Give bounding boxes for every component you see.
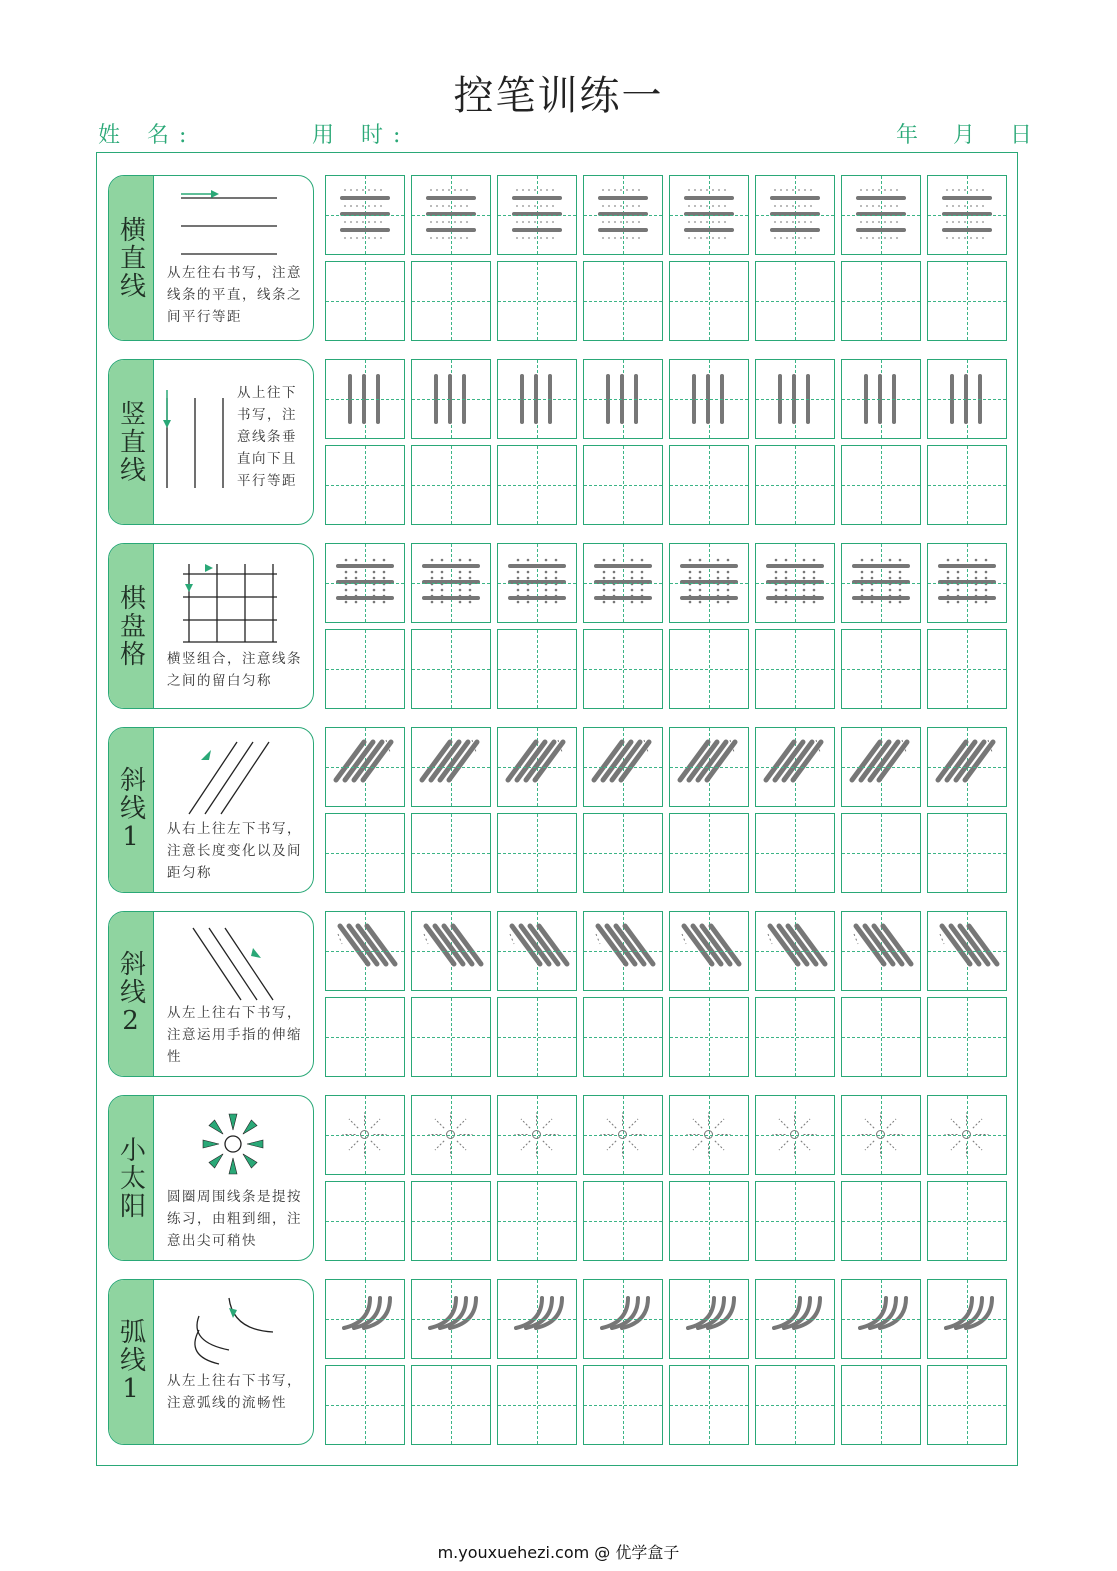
- row-title-tab: [109, 544, 154, 708]
- trace-pattern: [756, 544, 833, 621]
- trace-pattern: [498, 912, 575, 989]
- practice-cell[interactable]: [755, 261, 835, 341]
- trace-cell: [669, 543, 749, 623]
- row-instruction: 从左上往右下书写，注意弧线的流畅性: [167, 1373, 302, 1411]
- practice-cell[interactable]: [497, 997, 577, 1077]
- row-title-tab: [109, 1280, 154, 1444]
- trace-cell: [497, 359, 577, 439]
- trace-pattern: [412, 912, 489, 989]
- trace-pattern: [498, 728, 575, 805]
- practice-cell[interactable]: [325, 261, 405, 341]
- trace-pattern: [928, 912, 1005, 989]
- practice-cell[interactable]: [927, 1365, 1007, 1445]
- practice-cell[interactable]: [669, 629, 749, 709]
- trace-cell: [325, 543, 405, 623]
- trace-pattern: [412, 544, 489, 621]
- trace-pattern: [412, 1280, 489, 1357]
- trace-pattern: [670, 544, 747, 621]
- trace-cell: [927, 1095, 1007, 1175]
- trace-cell: [669, 911, 749, 991]
- trace-pattern: [326, 544, 403, 621]
- trace-cell: [583, 543, 663, 623]
- row-title: 斜线2: [115, 950, 146, 1038]
- row-title-tab: [109, 360, 154, 524]
- practice-cell[interactable]: [755, 1365, 835, 1445]
- trace-pattern: [326, 1096, 403, 1173]
- trace-pattern: [756, 176, 833, 253]
- practice-cell[interactable]: [927, 629, 1007, 709]
- trace-cell: [497, 727, 577, 807]
- date-label: 年 月 日: [896, 123, 1046, 148]
- trace-pattern: [326, 1280, 403, 1357]
- trace-cell: [755, 543, 835, 623]
- trace-cell: [497, 1095, 577, 1175]
- trace-cell: [669, 175, 749, 255]
- practice-cell[interactable]: [841, 1181, 921, 1261]
- practice-cell[interactable]: [325, 445, 405, 525]
- trace-pattern: [498, 1280, 575, 1357]
- trace-cell: [583, 1095, 663, 1175]
- practice-cell[interactable]: [411, 813, 491, 893]
- trace-pattern: [842, 176, 919, 253]
- trace-cell: [927, 543, 1007, 623]
- trace-cell: [411, 543, 491, 623]
- row-title-tab: [109, 728, 154, 892]
- row-title: 竖直线: [115, 400, 146, 484]
- row-instruction: 从左往右书写，注意线条的平直，线条之间平行等距: [167, 265, 302, 325]
- trace-cell: [669, 1095, 749, 1175]
- practice-cell[interactable]: [411, 1181, 491, 1261]
- trace-pattern: [842, 1280, 919, 1357]
- trace-pattern: [584, 544, 661, 621]
- practice-cell[interactable]: [927, 813, 1007, 893]
- trace-pattern: [928, 728, 1005, 805]
- trace-pattern: [326, 360, 403, 437]
- row-title-tab: [109, 176, 154, 340]
- practice-cell[interactable]: [583, 997, 663, 1077]
- trace-pattern: [756, 728, 833, 805]
- trace-cell: [841, 175, 921, 255]
- practice-cell[interactable]: [841, 261, 921, 341]
- trace-cell: [325, 359, 405, 439]
- row-instruction: 从右上往左下书写，注意长度变化以及间距匀称: [167, 821, 302, 881]
- practice-cell[interactable]: [669, 997, 749, 1077]
- trace-pattern: [584, 176, 661, 253]
- trace-pattern: [842, 912, 919, 989]
- practice-cell[interactable]: [325, 629, 405, 709]
- trace-pattern: [756, 1096, 833, 1173]
- trace-cell: [325, 727, 405, 807]
- trace-cell: [583, 727, 663, 807]
- practice-cell[interactable]: [755, 1181, 835, 1261]
- practice-cell[interactable]: [583, 445, 663, 525]
- trace-pattern: [412, 728, 489, 805]
- practice-cell[interactable]: [497, 261, 577, 341]
- trace-cell: [841, 543, 921, 623]
- row-title: 斜线1: [115, 766, 146, 854]
- trace-cell: [497, 1279, 577, 1359]
- row-instruction: 横竖组合，注意线条之间的留白匀称: [167, 651, 302, 689]
- practice-cell[interactable]: [497, 629, 577, 709]
- trace-pattern: [928, 544, 1005, 621]
- trace-cell: [755, 175, 835, 255]
- trace-pattern: [842, 728, 919, 805]
- trace-pattern: [842, 544, 919, 621]
- practice-cell[interactable]: [325, 1181, 405, 1261]
- trace-pattern: [498, 1096, 575, 1173]
- trace-cell: [325, 911, 405, 991]
- practice-cell[interactable]: [325, 997, 405, 1077]
- practice-cell[interactable]: [841, 445, 921, 525]
- trace-cell: [497, 911, 577, 991]
- practice-cell[interactable]: [841, 813, 921, 893]
- trace-cell: [927, 1279, 1007, 1359]
- trace-pattern: [584, 1280, 661, 1357]
- trace-pattern: [670, 912, 747, 989]
- trace-pattern: [584, 360, 661, 437]
- practice-cell[interactable]: [411, 261, 491, 341]
- trace-pattern: [412, 360, 489, 437]
- trace-cell: [583, 359, 663, 439]
- trace-cell: [841, 727, 921, 807]
- row-instruction: 从左上往右下书写，注意运用手指的伸缩性: [167, 1005, 302, 1065]
- practice-cell[interactable]: [497, 445, 577, 525]
- trace-cell: [411, 1095, 491, 1175]
- practice-cell[interactable]: [411, 997, 491, 1077]
- practice-cell[interactable]: [325, 813, 405, 893]
- trace-cell: [411, 359, 491, 439]
- trace-pattern: [842, 360, 919, 437]
- practice-cell[interactable]: [927, 445, 1007, 525]
- trace-cell: [411, 911, 491, 991]
- practice-cell[interactable]: [411, 1365, 491, 1445]
- trace-pattern: [928, 360, 1005, 437]
- practice-cell[interactable]: [497, 813, 577, 893]
- trace-pattern: [670, 360, 747, 437]
- name-label: 姓 名:: [98, 123, 197, 148]
- practice-cell[interactable]: [755, 813, 835, 893]
- row-title: 弧线1: [115, 1318, 146, 1406]
- trace-pattern: [670, 176, 747, 253]
- row-label-card: [108, 359, 314, 525]
- trace-pattern: [756, 912, 833, 989]
- trace-pattern: [842, 1096, 919, 1173]
- trace-pattern: [498, 176, 575, 253]
- trace-cell: [411, 1279, 491, 1359]
- stroke-demo-figure: [153, 1280, 313, 1444]
- trace-cell: [841, 1279, 921, 1359]
- practice-cell[interactable]: [411, 445, 491, 525]
- row-title-tab: [109, 1096, 154, 1260]
- row-label-card: [108, 175, 314, 341]
- row-label-card: [108, 727, 314, 893]
- practice-cell[interactable]: [755, 629, 835, 709]
- trace-cell: [669, 359, 749, 439]
- practice-cell[interactable]: [669, 445, 749, 525]
- trace-cell: [755, 359, 835, 439]
- trace-cell: [841, 1095, 921, 1175]
- trace-cell: [927, 359, 1007, 439]
- practice-cell[interactable]: [841, 1365, 921, 1445]
- row-title: 横直线: [115, 216, 146, 300]
- trace-pattern: [670, 728, 747, 805]
- practice-cell[interactable]: [927, 1181, 1007, 1261]
- trace-cell: [841, 359, 921, 439]
- trace-cell: [411, 727, 491, 807]
- trace-cell: [497, 543, 577, 623]
- trace-pattern: [584, 912, 661, 989]
- practice-cell[interactable]: [411, 629, 491, 709]
- practice-cell[interactable]: [927, 997, 1007, 1077]
- trace-cell: [325, 1279, 405, 1359]
- practice-cell[interactable]: [583, 813, 663, 893]
- trace-cell: [927, 727, 1007, 807]
- row-label-card: [108, 1279, 314, 1445]
- row-instruction: 圆圈周围线条是提按练习，由粗到细，注意出尖可稍快: [167, 1189, 302, 1249]
- trace-cell: [325, 175, 405, 255]
- trace-pattern: [412, 176, 489, 253]
- practice-cell[interactable]: [583, 261, 663, 341]
- trace-cell: [497, 175, 577, 255]
- trace-cell: [755, 1279, 835, 1359]
- trace-pattern: [326, 728, 403, 805]
- practice-cell[interactable]: [669, 1365, 749, 1445]
- trace-pattern: [928, 1280, 1005, 1357]
- trace-cell: [755, 911, 835, 991]
- practice-cell[interactable]: [755, 997, 835, 1077]
- row-instruction: 从上往下书写，注意线条垂直向下且平行等距: [237, 385, 297, 489]
- trace-pattern: [584, 1096, 661, 1173]
- row-title: 棋盘格: [115, 584, 146, 668]
- trace-cell: [841, 911, 921, 991]
- practice-cell[interactable]: [497, 1181, 577, 1261]
- trace-pattern: [670, 1096, 747, 1173]
- trace-cell: [669, 727, 749, 807]
- trace-pattern: [412, 1096, 489, 1173]
- row-label-card: [108, 911, 314, 1077]
- time-label: 用 时:: [312, 123, 411, 148]
- trace-pattern: [756, 360, 833, 437]
- trace-pattern: [928, 1096, 1005, 1173]
- trace-cell: [325, 1095, 405, 1175]
- practice-cell[interactable]: [841, 997, 921, 1077]
- trace-cell: [583, 175, 663, 255]
- trace-cell: [927, 175, 1007, 255]
- row-label-card: [108, 543, 314, 709]
- trace-cell: [927, 911, 1007, 991]
- practice-cell[interactable]: [927, 261, 1007, 341]
- trace-cell: [755, 1095, 835, 1175]
- trace-cell: [583, 1279, 663, 1359]
- row-label-card: [108, 1095, 314, 1261]
- practice-cell[interactable]: [583, 1365, 663, 1445]
- practice-cell[interactable]: [755, 445, 835, 525]
- trace-pattern: [498, 360, 575, 437]
- practice-cell[interactable]: [841, 629, 921, 709]
- practice-cell[interactable]: [583, 629, 663, 709]
- practice-cell[interactable]: [497, 1365, 577, 1445]
- row-title: 小太阳: [115, 1136, 146, 1220]
- practice-cell[interactable]: [669, 1181, 749, 1261]
- trace-cell: [411, 175, 491, 255]
- trace-pattern: [326, 912, 403, 989]
- row-title-tab: [109, 912, 154, 1076]
- trace-pattern: [584, 728, 661, 805]
- trace-pattern: [670, 1280, 747, 1357]
- trace-pattern: [498, 544, 575, 621]
- trace-pattern: [326, 176, 403, 253]
- footer-watermark: m.youxuehezi.com @ 优学盒子: [437, 1543, 680, 1562]
- practice-cell[interactable]: [669, 813, 749, 893]
- trace-pattern: [756, 1280, 833, 1357]
- practice-cell[interactable]: [583, 1181, 663, 1261]
- practice-cell[interactable]: [669, 261, 749, 341]
- trace-pattern: [928, 176, 1005, 253]
- trace-cell: [583, 911, 663, 991]
- trace-cell: [755, 727, 835, 807]
- trace-cell: [669, 1279, 749, 1359]
- page-title: 控笔训练一: [453, 73, 664, 119]
- practice-cell[interactable]: [325, 1365, 405, 1445]
